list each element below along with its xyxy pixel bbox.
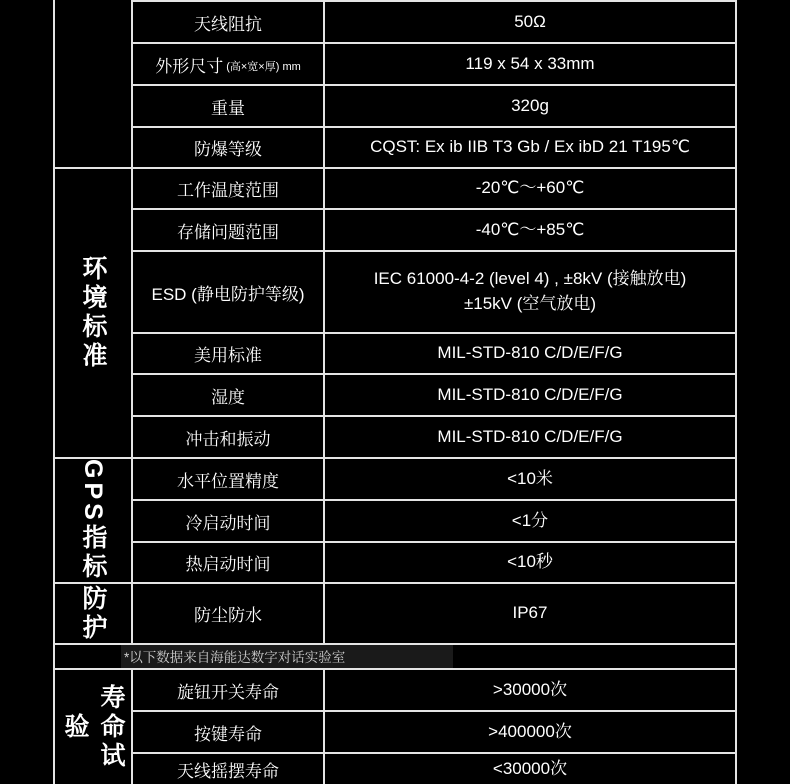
category-label: 寿命试验 xyxy=(61,683,125,771)
spec-value: MIL-STD-810 C/D/E/F/G xyxy=(437,343,623,363)
spec-name: 冷启动时间 xyxy=(185,513,271,533)
spec-value: CQST: Ex ib IIB T3 Gb / Ex ibD 21 T195℃ xyxy=(370,137,690,157)
spec-value: >30000次 xyxy=(492,679,568,699)
spec-value: IP67 xyxy=(512,603,548,623)
spec-name-cell xyxy=(133,42,325,84)
spec-name: 美用标准 xyxy=(194,346,262,365)
spec-value: <10米 xyxy=(507,468,553,488)
spec-value-cell xyxy=(325,373,737,415)
spec-value-cell xyxy=(325,710,737,752)
spec-value: >400000次 xyxy=(488,721,572,741)
spec-value-cell xyxy=(325,84,737,126)
spec-name: 防爆等级 xyxy=(194,140,262,159)
spec-name-sub: (高×宽×厚) mm xyxy=(226,61,301,73)
table-footnote: *以下数据来自海能达数字对话实验室 xyxy=(121,644,453,668)
spec-value-cell xyxy=(325,332,737,373)
spec-value: MIL-STD-810 C/D/E/F/G xyxy=(437,384,623,404)
spec-name-cell xyxy=(133,250,325,332)
spec-name-cell xyxy=(133,541,325,582)
spec-name-cell xyxy=(133,126,325,167)
spec-value-cell xyxy=(325,0,737,42)
spec-name: 热启动时间 xyxy=(185,555,271,574)
category-label: GPS指标 xyxy=(79,459,107,582)
spec-value-cell xyxy=(325,541,737,582)
spec-value: IEC 61000-4-2 (level 4) , ±8kV (接触放电) xyxy=(373,269,687,289)
spec-name: 存储问题范围 xyxy=(177,222,279,242)
spec-name-cell xyxy=(133,373,325,415)
spec-name-cell xyxy=(133,332,325,373)
spec-table xyxy=(53,0,737,784)
spec-value-cell xyxy=(325,457,737,499)
category-cell xyxy=(55,167,133,457)
spec-name: 冲击和振动 xyxy=(185,429,271,449)
spec-value: -20℃～+60℃ xyxy=(475,178,585,198)
spec-name-cell xyxy=(133,0,325,42)
spec-name: 水平位置精度 xyxy=(177,471,279,491)
spec-name: 重量 xyxy=(211,98,245,118)
spec-value: 320g xyxy=(511,95,549,115)
category-cell xyxy=(55,0,133,167)
category-cell xyxy=(55,582,133,643)
spec-name: 天线阻抗 xyxy=(194,14,262,34)
spec-value-cell xyxy=(325,668,737,710)
spec-name-cell xyxy=(133,415,325,457)
category-label: 环境标准 xyxy=(79,255,107,371)
category-cell xyxy=(55,668,133,784)
spec-name-cell xyxy=(133,457,325,499)
spec-value-line2: ±15kV (空气放电) xyxy=(463,294,597,313)
spec-value: <10秒 xyxy=(507,552,553,572)
spec-value: MIL-STD-810 C/D/E/F/G xyxy=(437,426,623,446)
spec-value-cell xyxy=(325,167,737,208)
spec-name: 旋钮开关寿命 xyxy=(177,682,279,702)
spec-name: 工作温度范围 xyxy=(177,181,279,200)
spec-value: -40℃～+85℃ xyxy=(475,219,585,239)
spec-value-cell xyxy=(325,415,737,457)
spec-value-cell xyxy=(325,208,737,250)
spec-value-cell xyxy=(325,250,737,332)
spec-name: 防尘防水 xyxy=(194,606,262,625)
spec-value-cell xyxy=(325,126,737,167)
spec-value: <1分 xyxy=(511,510,549,530)
spec-value: <30000次 xyxy=(492,758,568,778)
spec-value-cell xyxy=(325,499,737,541)
spec-name-cell xyxy=(133,668,325,710)
spec-name: 湿度 xyxy=(211,387,245,407)
table-footnote-row xyxy=(55,643,737,668)
spec-value-cell xyxy=(325,582,737,643)
spec-name: ESD (静电防护等级) xyxy=(151,284,305,304)
spec-name: 外形尺寸 xyxy=(155,56,224,76)
spec-value: 119 x 54 x 33mm xyxy=(465,53,595,73)
spec-name-cell xyxy=(133,710,325,752)
spec-name-cell xyxy=(133,752,325,784)
spec-name: 按键寿命 xyxy=(194,724,262,744)
spec-name-cell xyxy=(133,167,325,208)
spec-name: 天线摇摆寿命 xyxy=(177,761,279,781)
spec-name-cell xyxy=(133,208,325,250)
spec-value-cell xyxy=(325,752,737,784)
category-label: 防护 xyxy=(79,584,107,643)
spec-value-cell xyxy=(325,42,737,84)
spec-name-cell xyxy=(133,582,325,643)
spec-name-cell xyxy=(133,84,325,126)
spec-name-cell xyxy=(133,499,325,541)
category-cell xyxy=(55,457,133,582)
spec-value: 50Ω xyxy=(514,11,546,31)
